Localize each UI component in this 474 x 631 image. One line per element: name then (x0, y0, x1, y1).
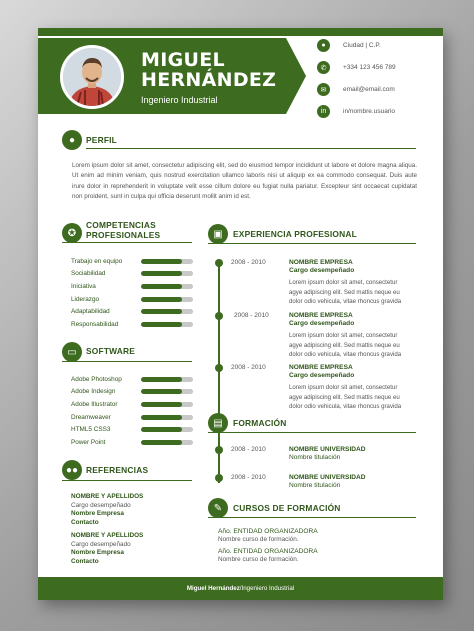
skill-bar-fill (141, 284, 182, 289)
cursos-rule (208, 517, 416, 518)
skill-label: Trabajo en equipo (71, 258, 123, 265)
skill-bar (141, 259, 193, 264)
experience-dates: 2008 - 2010 (234, 312, 269, 319)
reference-position: Cargo desempeñado (71, 502, 131, 509)
education-degree: Nombre titulación (289, 482, 341, 489)
cursos-title: CURSOS DE FORMACIÓN (233, 503, 341, 513)
certificate-icon: ✎ (208, 498, 228, 518)
software-label: Dreamweaver (71, 414, 111, 421)
experience-company: NOMBRE EMPRESA (289, 364, 353, 371)
user-icon: ● (62, 130, 82, 150)
course-heading (218, 548, 318, 555)
briefcase-icon: ▣ (208, 224, 228, 244)
footer-job: /Ingeniero Industrial (239, 585, 295, 592)
software-bar (141, 389, 193, 394)
experiencia-rule (208, 243, 416, 244)
education-university: NOMBRE UNIVERSIDAD (289, 474, 366, 481)
experience-position: Cargo desempeñado (289, 372, 355, 379)
job-title: Ingeniero Industrial (141, 95, 218, 105)
course-year: Año. (218, 528, 232, 535)
software-label: Adobe Photoshop (71, 376, 122, 383)
skill-bar-fill (141, 259, 182, 264)
experience-dates: 2008 - 2010 (231, 364, 266, 371)
contact-location-text: Ciudad | C.P. (343, 42, 381, 49)
skill-bar (141, 322, 193, 327)
skill-label: Sociabilidad (71, 270, 106, 277)
competencias-title-line2: PROFESIONALES (86, 230, 161, 240)
skill-bar (141, 309, 193, 314)
software-bar-fill (141, 389, 182, 394)
software-bar (141, 415, 193, 420)
experience-dates: 2008 - 2010 (231, 259, 266, 266)
timeline-dot (215, 364, 223, 372)
perfil-title: PERFIL (86, 135, 117, 145)
software-bar-fill (141, 402, 182, 407)
experiencia-title: EXPERIENCIA PROFESIONAL (233, 229, 357, 239)
timeline-dot (215, 474, 223, 482)
software-label: Power Point (71, 439, 106, 446)
experience-position: Cargo desempeñado (289, 267, 355, 274)
software-bar-fill (141, 440, 182, 445)
resume-page (38, 28, 443, 600)
skill-label: Iniciativa (71, 283, 96, 290)
education-dates: 2008 - 2010 (231, 474, 266, 481)
software-bar (141, 402, 193, 407)
course-organizer: ENTIDAD ORGANIZADORA (233, 528, 318, 535)
course-organizer: ENTIDAD ORGANIZADORA (233, 548, 318, 555)
software-label: Adobe Illustrator (71, 401, 118, 408)
timeline-dot (215, 446, 223, 454)
software-bar-fill (141, 377, 182, 382)
education-university: NOMBRE UNIVERSIDAD (289, 446, 366, 453)
footer-name: Miguel Hernández (186, 585, 240, 592)
course-name: Nombre curso de formación. (218, 556, 299, 563)
course-name: Nombre curso de formación. (218, 536, 299, 543)
contact-email-text[interactable]: email@email.com (343, 86, 395, 93)
perfil-rule (86, 148, 416, 149)
skill-bar-fill (141, 271, 182, 276)
skill-label: Adaptabilidad (71, 308, 110, 315)
reference-position: Cargo desempeñado (71, 541, 131, 548)
experience-company: NOMBRE EMPRESA (289, 312, 353, 319)
contact-email[interactable] (317, 83, 395, 96)
profile-photo (60, 45, 124, 109)
skill-bar-fill (141, 297, 182, 302)
lightbulb-icon: ✪ (62, 223, 82, 243)
linkedin-icon: in (317, 105, 330, 118)
perfil-text: Lorem ipsum dolor sit amet, consectetur adipiscing elit, sed do eiusmod tempor incididunt ut labore et dolore magna aliqua. Ut enim ad minim veniam, quis nostrud exercitation ullamco laboris nisi ut aliquip ex ea commodo consequat. Duis aute irure dolor in reprehenderit in voluptate velit esse cillum dolore eu fugiat nulla pariatur. Excepteur sint occaecat cupidatat non proident, sunt in culpa qui officia deserunt mollit anim id est. (72, 162, 417, 200)
education-degree: Nombre titulación (289, 454, 341, 461)
location-icon: ● (317, 39, 330, 52)
course-year: Año. (218, 548, 232, 555)
course-heading (218, 528, 318, 535)
education-dates: 2008 - 2010 (231, 446, 266, 453)
email-icon: ✉ (317, 83, 330, 96)
software-bar (141, 440, 193, 445)
reference-contact: Contacto (71, 558, 99, 565)
phone-icon: ✆ (317, 61, 330, 74)
full-name (141, 50, 276, 90)
reference-name: NOMBRE Y APELLIDOS (71, 493, 144, 500)
contact-location (317, 39, 381, 52)
contact-phone (317, 61, 396, 74)
experience-position: Cargo desempeñado (289, 320, 355, 327)
reference-company: Nombre Empresa (71, 510, 124, 517)
skill-bar (141, 297, 193, 302)
skill-label: Liderazgo (71, 296, 100, 303)
timeline-dot (215, 259, 223, 267)
experience-description: Lorem ipsum dolor sit amet, consectetur agye adipiscing elit. Sed mattis neque eu dolor odio vehicula, vitae rhoncus gravida (289, 279, 402, 305)
software-bar-fill (141, 415, 182, 420)
contact-phone-text: +334 123 456 789 (343, 64, 396, 71)
referencias-title: REFERENCIAS (86, 465, 149, 475)
experience-company: NOMBRE EMPRESA (289, 259, 353, 266)
referencias-rule (62, 480, 192, 481)
top-accent-bar (38, 28, 443, 36)
document-icon: ▤ (208, 413, 228, 433)
reference-contact: Contacto (71, 519, 99, 526)
contact-linkedin-text[interactable]: in/nombre.usuario (343, 108, 396, 115)
competencias-title-line1: COMPETENCIAS (86, 220, 156, 230)
software-bar (141, 377, 193, 382)
experience-description: Lorem ipsum dolor sit amet, consectetur agye adipiscing elit. Sed mattis neque eu dolor odio vehicula, vitae rhoncus gravida (289, 332, 402, 358)
skill-bar (141, 284, 193, 289)
monitor-icon: ▭ (62, 342, 82, 362)
software-bar-fill (141, 427, 182, 432)
competencias-rule (62, 242, 192, 243)
skill-bar (141, 271, 193, 276)
timeline-dot (215, 312, 223, 320)
experience-description: Lorem ipsum dolor sit amet, consectetur agye adipiscing elit. Sed mattis neque eu dolor odio vehicula, vitae rhoncus gravida (289, 384, 402, 410)
skill-bar-fill (141, 322, 182, 327)
competencias-title (86, 220, 160, 240)
people-icon: ●● (62, 460, 82, 480)
software-bar (141, 427, 193, 432)
footer-bar (38, 577, 443, 600)
software-label: Adobe Indesign (71, 388, 116, 395)
software-title: SOFTWARE (86, 346, 136, 356)
reference-name: NOMBRE Y APELLIDOS (71, 532, 144, 539)
last-name: HERNÁNDEZ (141, 69, 277, 91)
skill-bar-fill (141, 309, 182, 314)
reference-company: Nombre Empresa (71, 549, 124, 556)
formacion-rule (208, 432, 416, 433)
formacion-title: FORMACIÓN (233, 418, 287, 428)
skill-label: Responsabilidad (71, 321, 119, 328)
software-label: HTML5 CSS3 (71, 426, 111, 433)
software-rule (62, 361, 192, 362)
contact-linkedin[interactable] (317, 105, 395, 118)
first-name: MIGUEL (141, 49, 225, 71)
